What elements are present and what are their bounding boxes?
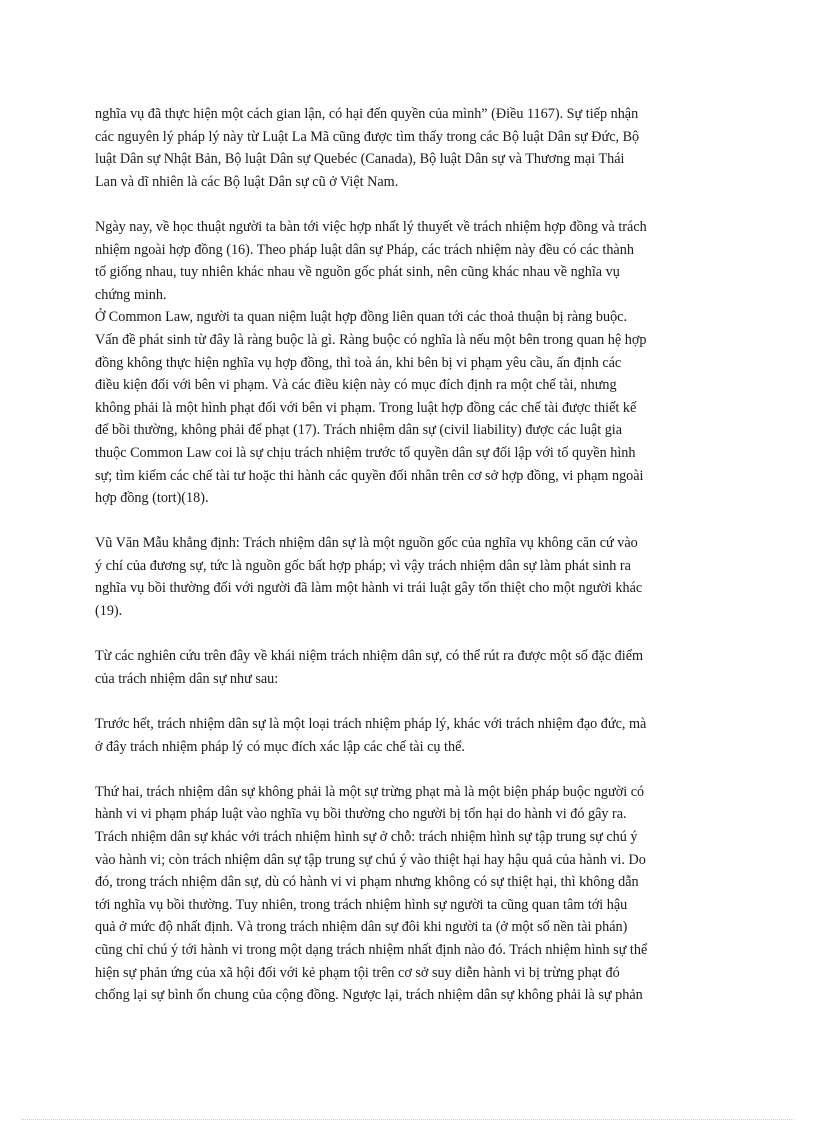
text-line: vào hành vi; còn trách nhiệm dân sự tập trung sự chú ý vào thiệt hại hay hậu quả của hành vi. Do [95, 851, 646, 868]
text-line: các nguyên lý pháp lý này từ Luật La Mã cũng được tìm thấy trong các Bộ luật Dân sự Đức, Bộ [95, 128, 640, 145]
text-line: hợp đồng (tort)(18). [95, 490, 209, 507]
text-line: nghĩa vụ bồi thường đối với người đã làm một hành vi trái luật gây tổn thiệt cho một người khác [95, 580, 643, 597]
paragraph-spacer [95, 758, 735, 781]
document-page [95, 103, 735, 1007]
text-line: tới nghĩa vụ bồi thường. Tuy nhiên, trong trách nhiệm hình sự người ta cũng quan tâm tới hậu [95, 896, 628, 913]
text-line: đồng không thực hiện nghĩa vụ hợp đồng, thì toà án, khi bên bị vi phạm yêu cầu, ấn định các [95, 354, 622, 371]
text-line: sự; tìm kiếm các chế tài tư hoặc thi hành các quyền đối nhân trên cơ sở hợp đồng, vi phạm ngoài [95, 467, 644, 484]
text-line: điều kiện đối với bên vi phạm. Và các điều kiện này có mục đích định ra một chế tài, nhưng [95, 377, 617, 394]
text-line: chống lại sự bình ổn chung của cộng đồng. Ngược lại, trách nhiệm dân sự không phải là sự phản [95, 987, 643, 1004]
paragraph-spacer [95, 510, 735, 533]
text-line: tố giống nhau, tuy nhiên khác nhau về nguồn gốc phát sinh, nên cũng khác nhau về nghĩa vụ [95, 264, 620, 281]
paragraph [95, 306, 735, 509]
paragraph [95, 216, 735, 306]
text-line: Vấn đề phát sinh từ đây là ràng buộc là gì. Ràng buộc có nghĩa là nếu một bên trong quan hệ hợp [95, 331, 647, 348]
text-line: Ngày nay, về học thuật người ta bàn tới việc hợp nhất lý thuyết về trách nhiệm hợp đồng và trách [95, 218, 647, 235]
paragraph [95, 103, 735, 193]
text-line: (19). [95, 603, 123, 620]
paragraph [95, 781, 735, 1007]
text-line: thuộc Common Law coi là sự chịu trách nhiệm trước tố quyền dân sự đối lập với tố quyền hình [95, 444, 636, 461]
text-line: Ở Common Law, người ta quan niệm luật hợp đồng liên quan tới các thoả thuận bị ràng buộc. [95, 309, 628, 326]
text-line: nhiệm ngoài hợp đồng (16). Theo pháp luật dân sự Pháp, các trách nhiệm này đều có các thành [95, 241, 634, 258]
text-line: Trách nhiệm dân sự khác với trách nhiệm hình sự ở chỗ: trách nhiệm hình sự tập trung sự chú ý [95, 829, 638, 845]
paragraph-spacer [95, 690, 735, 713]
text-line: quả ở mức độ nhất định. Và trong trách nhiệm dân sự đôi khi người ta (ở một số nền tài phán) [95, 919, 628, 936]
text-line: chứng minh. [95, 286, 167, 303]
text-line: Lan và dĩ nhiên là các Bộ luật Dân sự cũ ở Việt Nam. [95, 173, 399, 190]
text-line: Trước hết, trách nhiệm dân sự là một loại trách nhiệm pháp lý, khác với trách nhiệm đạo đức, mà [95, 716, 647, 733]
text-line: nghĩa vụ đã thực hiện một cách gian lận, có hại đến quyền của mình” (Điều 1167). Sự tiếp nhận [95, 106, 639, 122]
text-line: cũng chỉ chú ý tới hành vi trong một dạng trách nhiệm nhất định nào đó. Trách nhiệm hình sự thể [95, 941, 648, 958]
text-line: đó, trong trách nhiệm dân sự, dù có hành vi vi phạm nhưng không có sự thiệt hại, thì không dẫn [95, 874, 639, 891]
text-line: ý chí của đương sự, tức là nguồn gốc bất hợp pháp; vì vậy trách nhiệm dân sự làm phát sinh ra [95, 557, 631, 574]
text-line: ở đây trách nhiệm pháp lý có mục đích xác lập các chế tài cụ thể. [95, 738, 465, 755]
paragraph [95, 713, 735, 758]
text-line: để bồi thường, không phải để phạt (17). Trách nhiệm dân sự (civil liability) được các luật gia [95, 422, 623, 439]
paragraph-spacer [95, 193, 735, 216]
text-line: Vũ Văn Mẫu khẳng định: Trách nhiệm dân sự là một nguồn gốc của nghĩa vụ không căn cứ vào [95, 535, 638, 552]
paragraph-spacer [95, 623, 735, 646]
text-line: luật Dân sự Nhật Bản, Bộ luật Dân sự Quebéc (Canada), Bộ luật Dân sự và Thương mại Thái [95, 151, 625, 168]
text-line: hành vi vi phạm pháp luật vào nghĩa vụ bồi thường cho người bị tổn hại do hành vi đó gây ra. [95, 806, 627, 823]
text-line: không phải là một hình phạt đối với bên vi phạm. Trong luật hợp đồng các chế tài được thiết kế [95, 399, 637, 416]
text-line: của trách nhiệm dân sự như sau: [95, 670, 279, 687]
paragraph [95, 532, 735, 622]
paragraph [95, 645, 735, 690]
text-line: Thứ hai, trách nhiệm dân sự không phải là một sự trừng phạt mà là một biện pháp buộc người có [95, 783, 645, 800]
text-line: hiện sự phản ứng của xã hội đối với kẻ phạm tội trên cơ sở suy diễn hành vi bị trừng phạt đó [95, 964, 620, 981]
text-line: Từ các nghiên cứu trên đây về khái niệm trách nhiệm dân sự, có thể rút ra được một số đặc điểm [95, 648, 644, 665]
page-bottom-divider [22, 1119, 794, 1120]
